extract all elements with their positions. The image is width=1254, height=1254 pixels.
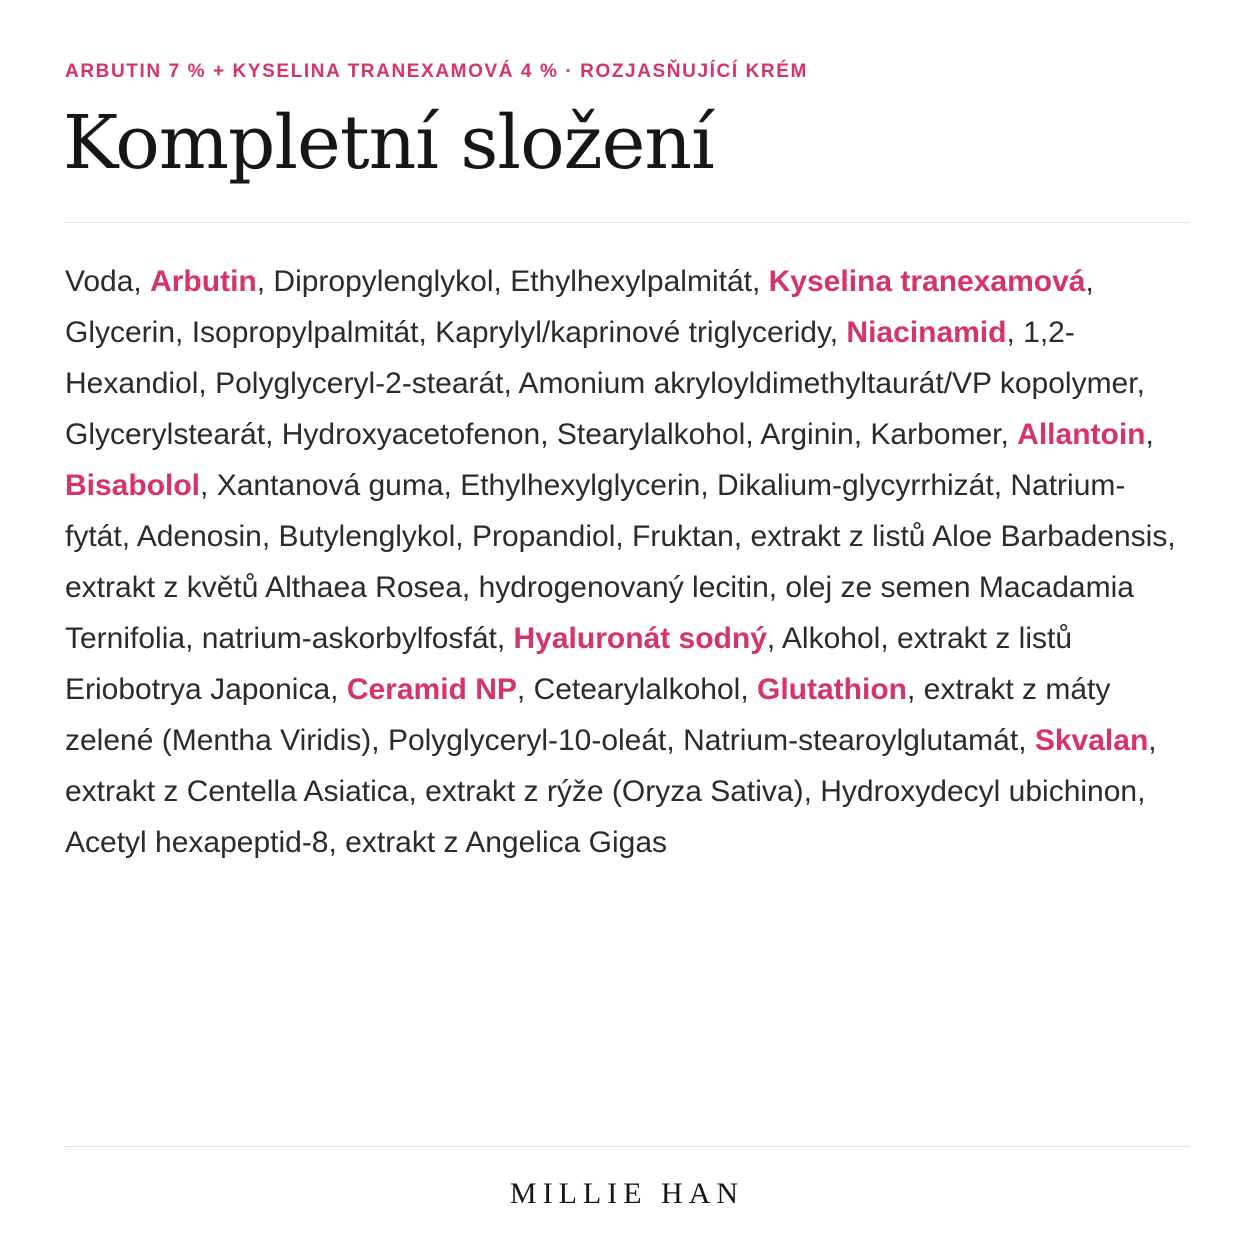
ingredient-separator: , xyxy=(455,520,472,553)
product-eyebrow: ARBUTIN 7 % + KYSELINA TRANEXAMOVÁ 4 % · ROZJASŇUJÍCÍ KRÉM xyxy=(65,61,808,82)
ingredient-highlight: Bisabolol xyxy=(65,469,201,502)
bottom-divider xyxy=(65,1146,1190,1147)
ingredient-separator: , xyxy=(1000,418,1018,451)
ingredient-separator: , xyxy=(740,673,758,706)
ingredient: Alkohol xyxy=(781,622,881,655)
ingredient-separator: , xyxy=(1006,316,1024,349)
ingredient: Fruktan xyxy=(632,520,734,553)
ingredient-highlight: Skvalan xyxy=(1034,724,1149,757)
ingredient: Hydroxydecyl ubichinon xyxy=(820,775,1138,808)
ingredient-separator: , xyxy=(256,265,274,298)
ingredient-separator: , xyxy=(198,367,216,400)
ingredient-separator: , xyxy=(1018,724,1035,757)
ingredient-highlight: Ceramid NP xyxy=(346,673,517,706)
top-divider xyxy=(65,222,1190,223)
ingredient: Natrium-stearoylglutamát xyxy=(683,724,1019,757)
ingredient-highlight: Kyselina tranexamová xyxy=(768,265,1086,298)
ingredient: olej ze semen Macadamia Ternifolia xyxy=(65,571,1134,655)
ingredient-separator: , xyxy=(1085,265,1094,298)
ingredient: Glycerin xyxy=(65,316,176,349)
ingredient-separator: , xyxy=(540,418,557,451)
ingredient: Hydroxyacetofenon xyxy=(281,418,541,451)
ingredient-separator: , xyxy=(496,622,514,655)
ingredient: Acetyl hexapeptid-8 xyxy=(65,826,329,859)
ingredient-separator: , xyxy=(328,826,346,859)
ingredient: Cetearylalkohol xyxy=(533,673,741,706)
ingredient-separator: , xyxy=(880,622,897,655)
ingredient-separator: , xyxy=(121,520,137,553)
ingredient-separator: , xyxy=(829,316,847,349)
ingredient-highlight: Arbutin xyxy=(150,265,257,298)
ingredient-highlight: Hyaluronát sodný xyxy=(513,622,767,655)
ingredient: extrakt z listů Eriobotrya Japonica xyxy=(65,622,1073,706)
ingredient-highlight: Niacinamid xyxy=(846,316,1007,349)
ingredient: Butylenglykol xyxy=(278,520,456,553)
ingredient-separator: , xyxy=(493,265,511,298)
ingredient-separator: , xyxy=(408,775,426,808)
ingredient: Ethylhexylglycerin xyxy=(460,469,701,502)
ingredient-separator: , xyxy=(175,316,192,349)
ingredient-separator: , xyxy=(615,520,633,553)
ingredient: Polyglyceryl-2-stearát xyxy=(215,367,504,400)
ingredient: Adenosin xyxy=(136,520,262,553)
ingredient: Arginin xyxy=(760,418,854,451)
ingredient: Isopropylpalmitát xyxy=(191,316,419,349)
ingredient-separator: , xyxy=(768,571,786,604)
page-title: Kompletní složení xyxy=(63,100,714,186)
ingredient-separator: , xyxy=(443,469,461,502)
ingredient: Natrium-fytát xyxy=(65,469,1126,553)
ingredient-separator: , xyxy=(1145,418,1154,451)
ingredient-separator: , xyxy=(516,673,534,706)
ingredient-separator: , xyxy=(1137,775,1146,808)
ingredient-separator: , xyxy=(1148,724,1157,757)
ingredient: extrakt z rýže (Oryza Sativa) xyxy=(425,775,804,808)
ingredient-separator: , xyxy=(766,622,782,655)
ingredients-list xyxy=(65,256,1190,868)
ingredient-separator: , xyxy=(418,316,436,349)
ingredient-separator: , xyxy=(666,724,684,757)
ingredient-separator: , xyxy=(993,469,1011,502)
ingredient: 1,2-Hexandiol xyxy=(65,316,1075,400)
ingredient-separator: , xyxy=(853,418,871,451)
ingredient: Propandiol xyxy=(471,520,616,553)
ingredient: Glycerylstearát xyxy=(65,418,266,451)
ingredient-separator: , xyxy=(907,673,924,706)
ingredient-separator: , xyxy=(265,418,282,451)
ingredient: Polyglyceryl-10-oleát xyxy=(387,724,667,757)
ingredient: Kaprylyl/kaprinové triglyceridy xyxy=(435,316,830,349)
ingredient-separator: , xyxy=(133,265,151,298)
ingredient-separator: , xyxy=(700,469,717,502)
ingredient-separator: , xyxy=(733,520,751,553)
ingredient: extrakt z Centella Asiatica xyxy=(65,775,409,808)
ingredient-separator: , xyxy=(803,775,821,808)
ingredient: extrakt z listů Aloe Barbadensis xyxy=(750,520,1168,553)
ingredient-separator: , xyxy=(1167,520,1176,553)
ingredient-separator: , xyxy=(200,469,217,502)
ingredient: Xantanová guma xyxy=(216,469,444,502)
ingredient-highlight: Glutathion xyxy=(757,673,907,706)
ingredient-separator: , xyxy=(330,673,347,706)
ingredient: Karbomer xyxy=(870,418,1001,451)
ingredient: Ethylhexylpalmitát xyxy=(510,265,752,298)
ingredient-highlight: Allantoin xyxy=(1017,418,1146,451)
ingredient: Dipropylenglykol xyxy=(273,265,494,298)
brand-logo: MILLIE HAN xyxy=(509,1177,745,1210)
ingredient: Dikalium-glycyrrhizát xyxy=(716,469,994,502)
ingredient: extrakt z květů Althaea Rosea xyxy=(65,571,462,604)
ingredient: natrium-askorbylfosfát xyxy=(201,622,497,655)
ingredient: Amonium akryloyldimethyltaurát/VP kopolymer xyxy=(518,367,1137,400)
ingredient: extrakt z Angelica Gigas xyxy=(345,826,667,859)
ingredient-separator: , xyxy=(371,724,388,757)
ingredient-separator: , xyxy=(461,571,479,604)
ingredient-separator: , xyxy=(185,622,202,655)
ingredient: Stearylalkohol xyxy=(556,418,746,451)
ingredient: extrakt z máty zelené (Mentha Viridis) xyxy=(65,673,1111,757)
ingredient-separator: , xyxy=(745,418,761,451)
ingredient-separator: , xyxy=(1136,367,1145,400)
ingredient: hydrogenovaný lecitin xyxy=(478,571,769,604)
ingredient: Voda xyxy=(65,265,134,298)
ingredient-separator: , xyxy=(261,520,279,553)
ingredient-separator: , xyxy=(751,265,769,298)
ingredient-separator: , xyxy=(503,367,519,400)
